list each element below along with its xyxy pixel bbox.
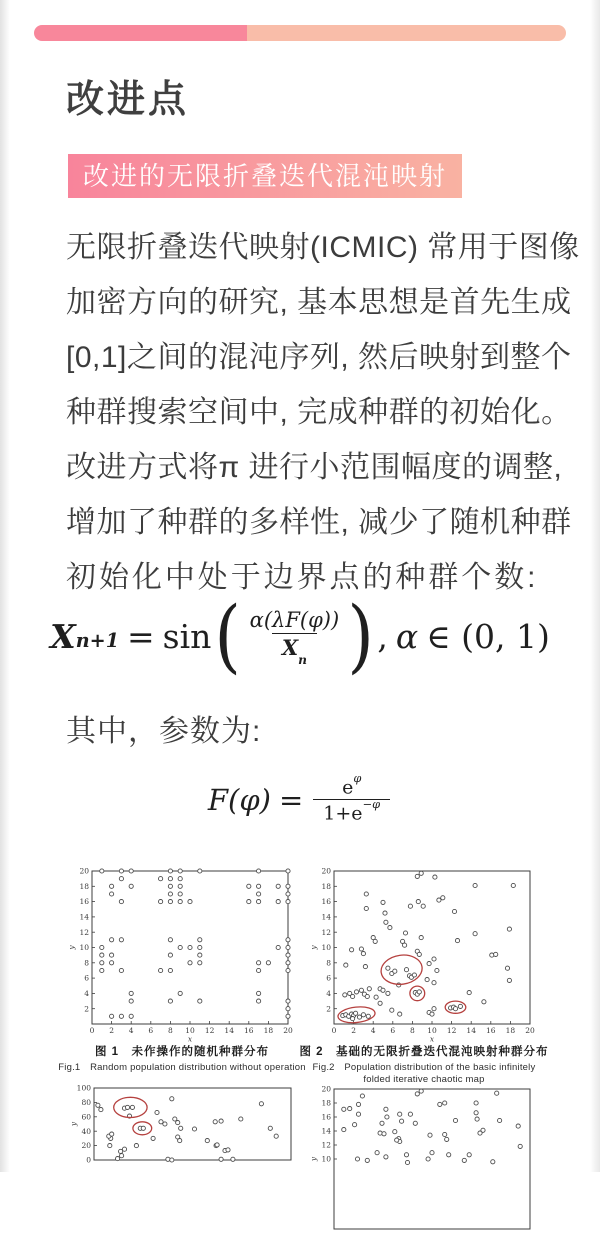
svg-text:8: 8: [84, 958, 89, 968]
svg-text:6: 6: [390, 1026, 396, 1035]
scatter-plot-fig2: [298, 865, 550, 1043]
fraction-numerator: α(λF(φ)): [249, 608, 340, 633]
big-paren-close: ): [347, 589, 375, 682]
svg-text:4: 4: [84, 989, 89, 998]
decorative-progress-bar: [34, 25, 566, 41]
svg-text:4: 4: [326, 989, 331, 998]
svg-text:0: 0: [89, 1026, 95, 1035]
svg-text:12: 12: [321, 927, 331, 937]
paragraph-line: 增加了种群的多样性, 减少了随机种群: [66, 506, 572, 539]
caption-en: Fig.1 Random population distribution without operation: [58, 1062, 306, 1073]
paragraph-line: 种群搜索空间中, 完成种群的初始化。: [66, 396, 572, 429]
svg-text:14: 14: [79, 912, 89, 922]
big-paren-open: (: [214, 589, 242, 682]
svg-text:14: 14: [321, 1126, 331, 1136]
svg-text:y: y: [309, 945, 318, 950]
svg-text:2: 2: [351, 1026, 356, 1035]
svg-text:14: 14: [466, 1026, 476, 1035]
svg-text:18: 18: [263, 1026, 274, 1035]
parameter-intro-text: 其中，参数为:: [66, 715, 262, 748]
figure-2: [298, 865, 550, 1086]
scatter-plot-fig1: [56, 865, 308, 1043]
caption-en: Fig.2 Population distribution of the basic infinitely folded iterative chaotic map: [312, 1062, 536, 1085]
scatter-plot-fig3: [56, 1081, 308, 1175]
svg-text:6: 6: [326, 973, 331, 983]
svg-text:x: x: [429, 1034, 435, 1043]
svg-text:18: 18: [505, 1026, 516, 1035]
body-paragraph: [66, 220, 580, 605]
svg-text:20: 20: [321, 866, 331, 876]
svg-text:20: 20: [525, 1026, 535, 1035]
equals-sign: =: [278, 782, 304, 817]
svg-text:8: 8: [410, 1026, 415, 1035]
figure-4-partial: [298, 1081, 550, 1241]
svg-text:12: 12: [446, 1026, 457, 1035]
svg-text:20: 20: [81, 1141, 91, 1151]
svg-text:16: 16: [486, 1026, 496, 1035]
svg-text:18: 18: [321, 1098, 331, 1108]
svg-text:20: 20: [283, 1026, 293, 1035]
formula2-lhs: F(φ): [207, 782, 271, 817]
svg-text:y: y: [309, 1156, 318, 1162]
alpha-range: ∈ (0, 1): [426, 616, 550, 656]
figure-1: [56, 865, 308, 1074]
svg-text:40: 40: [81, 1126, 91, 1136]
fraction-denominator: $X_n$: [272, 633, 317, 663]
paragraph-line: 改进方式将π 进行小范围幅度的调整,: [66, 451, 563, 484]
alpha-symbol: α: [395, 616, 419, 656]
equals-sign: =: [127, 616, 155, 656]
svg-text:18: 18: [79, 881, 89, 891]
paragraph-line: [0,1]之间的混沌序列, 然后映射到整个: [66, 341, 572, 374]
svg-text:0: 0: [86, 1155, 91, 1165]
svg-text:14: 14: [321, 912, 331, 922]
svg-text:16: 16: [244, 1026, 254, 1035]
fraction: [247, 608, 343, 667]
fraction-numerator: $e^\varphi$: [342, 770, 362, 798]
svg-text:60: 60: [81, 1112, 91, 1122]
paragraph-line: 加密方向的研究, 基本思想是首先生成: [66, 286, 572, 319]
svg-text:100: 100: [76, 1083, 91, 1093]
svg-text:14: 14: [224, 1026, 234, 1035]
svg-text:12: 12: [204, 1026, 215, 1035]
fraction: [313, 770, 390, 825]
svg-text:10: 10: [321, 943, 331, 953]
formula-lhs-subscript: n+1: [75, 629, 120, 653]
paragraph-line: 初始化中处于边界点的种群个数:: [66, 561, 536, 594]
svg-text:10: 10: [79, 943, 89, 953]
page-title: 改进点: [66, 79, 190, 121]
svg-text:2: 2: [326, 1004, 331, 1014]
svg-text:6: 6: [148, 1026, 154, 1035]
svg-text:16: 16: [321, 897, 331, 907]
svg-text:0: 0: [331, 1026, 337, 1035]
svg-text:12: 12: [321, 1140, 331, 1150]
svg-text:12: 12: [79, 927, 89, 937]
section-badge: 改进的无限折叠迭代混沌映射: [68, 154, 462, 198]
svg-text:y: y: [67, 945, 76, 950]
svg-text:6: 6: [84, 973, 89, 983]
figure-3-partial: [56, 1081, 308, 1175]
svg-text:2: 2: [109, 1026, 114, 1035]
caption-zh: 图 2 基础的无限折叠迭代混沌映射种群分布: [299, 1046, 549, 1058]
svg-text:x: x: [187, 1034, 193, 1043]
svg-text:20: 20: [321, 1084, 331, 1094]
formula-f-phi: [0, 762, 600, 837]
svg-text:10: 10: [321, 1154, 331, 1164]
sin-function: sin: [162, 616, 212, 656]
caption-zh: 图 1 未作操作的随机种群分布: [94, 1046, 270, 1058]
formula-icmic-map: [0, 586, 600, 686]
svg-text:y: y: [69, 1121, 78, 1127]
paragraph-line: 无限折叠迭代映射(ICMIC) 常用于图像: [66, 231, 580, 264]
svg-text:10: 10: [427, 1026, 437, 1035]
svg-text:16: 16: [321, 1112, 331, 1122]
figure-1-caption: [56, 1043, 308, 1074]
svg-text:16: 16: [79, 897, 89, 907]
fraction-denominator: $1+e^{-\varphi}$: [313, 799, 390, 824]
svg-text:20: 20: [79, 866, 89, 876]
scatter-plot-fig4: [298, 1081, 550, 1241]
figure-2-caption: [298, 1043, 550, 1086]
svg-text:8: 8: [168, 1026, 173, 1035]
svg-text:80: 80: [81, 1098, 91, 1107]
svg-text:18: 18: [321, 881, 331, 891]
comma: ,: [377, 616, 388, 656]
svg-text:8: 8: [326, 958, 331, 968]
formula-lhs: X: [50, 616, 76, 656]
svg-text:10: 10: [185, 1026, 195, 1035]
svg-text:4: 4: [370, 1026, 376, 1035]
svg-text:2: 2: [84, 1004, 89, 1014]
svg-text:4: 4: [128, 1026, 134, 1035]
